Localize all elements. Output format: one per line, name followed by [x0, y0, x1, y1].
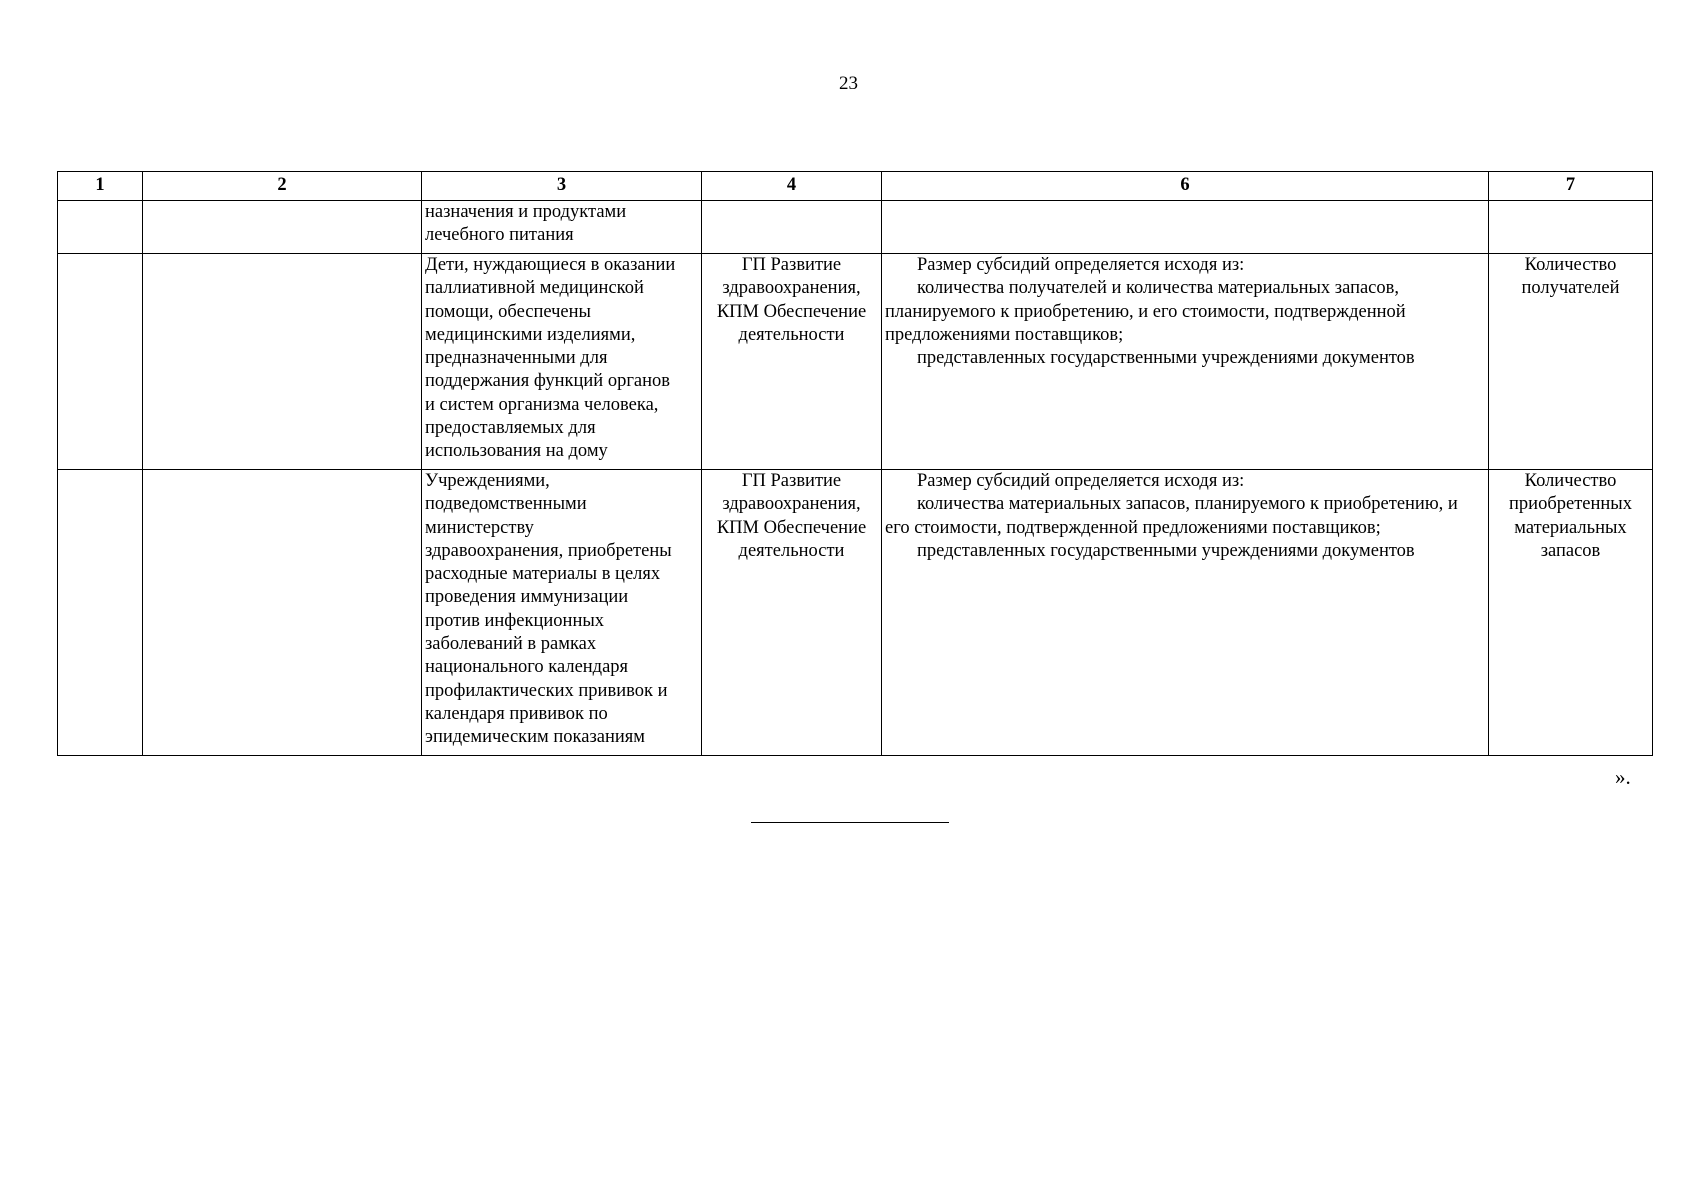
page-number: 23	[839, 73, 858, 94]
subsidy-rule-paragraph: представленных государственными учреждениями документов	[917, 540, 1415, 561]
table-row	[58, 254, 1653, 470]
closing-quote: ».	[1615, 765, 1631, 789]
header-col-6: 6	[882, 172, 1489, 201]
cell-result-description: Дети, нуждающиеся в оказании паллиативной медицинской помощи, обеспечены медицинскими изделиями, предназначенными для поддержания функций органов и систем организма человека, предоставляемых для использования на дому	[422, 254, 702, 470]
cell-col-1	[58, 470, 143, 756]
cell-subsidy-rule	[882, 201, 1489, 254]
cell-result-description: назначения и продуктами лечебного питания	[422, 201, 702, 254]
cell-subsidy-rule	[882, 470, 1489, 756]
header-col-2: 2	[143, 172, 422, 201]
cell-program	[702, 201, 882, 254]
subsidy-rule-paragraph: представленных государственными учреждениями документов	[917, 348, 1415, 369]
cell-result-description: Учреждениями, подведомственными министерству здравоохранения, приобретены расходные материалы в целях проведения иммунизации против инфекционных заболеваний в рамках национального календаря профилактических прививок и календаря прививок по эпидемическим показаниям	[422, 470, 702, 756]
cell-program: ГП Развитие здравоохранения, КПМ Обеспечение деятельности	[702, 254, 882, 470]
cell-col-2	[143, 201, 422, 254]
document-table	[57, 171, 1653, 756]
subsidy-rule-paragraph: количества материальных запасов, планируемого к приобретению, и его стоимости, подтвержденной предложениями поставщиков;	[885, 494, 1458, 538]
header-col-7: 7	[1489, 172, 1653, 201]
cell-program: ГП Развитие здравоохранения, КПМ Обеспечение деятельности	[702, 470, 882, 756]
cell-indicator: Количество приобретенных материальных запасов	[1489, 470, 1653, 756]
cell-subsidy-rule	[882, 254, 1489, 470]
cell-col-1	[58, 201, 143, 254]
subsidy-rule-paragraph: Размер субсидий определяется исходя из:	[917, 255, 1245, 275]
header-col-1: 1	[58, 172, 143, 201]
header-col-3: 3	[422, 172, 702, 201]
subsidy-rule-paragraph: количества получателей и количества материальных запасов, планируемого к приобретению, и его стоимости, подтвержденной предложениями поставщиков;	[885, 278, 1406, 345]
cell-col-1	[58, 254, 143, 470]
header-col-4: 4	[702, 172, 882, 201]
subsidy-rule-paragraph: Размер субсидий определяется исходя из:	[917, 471, 1245, 491]
table-row	[58, 470, 1653, 756]
table-header-row	[58, 172, 1653, 201]
table-row	[58, 201, 1653, 254]
cell-col-2	[143, 470, 422, 756]
cell-col-2	[143, 254, 422, 470]
end-divider	[751, 822, 949, 823]
cell-indicator: Количество получателей	[1489, 254, 1653, 470]
cell-indicator	[1489, 201, 1653, 254]
